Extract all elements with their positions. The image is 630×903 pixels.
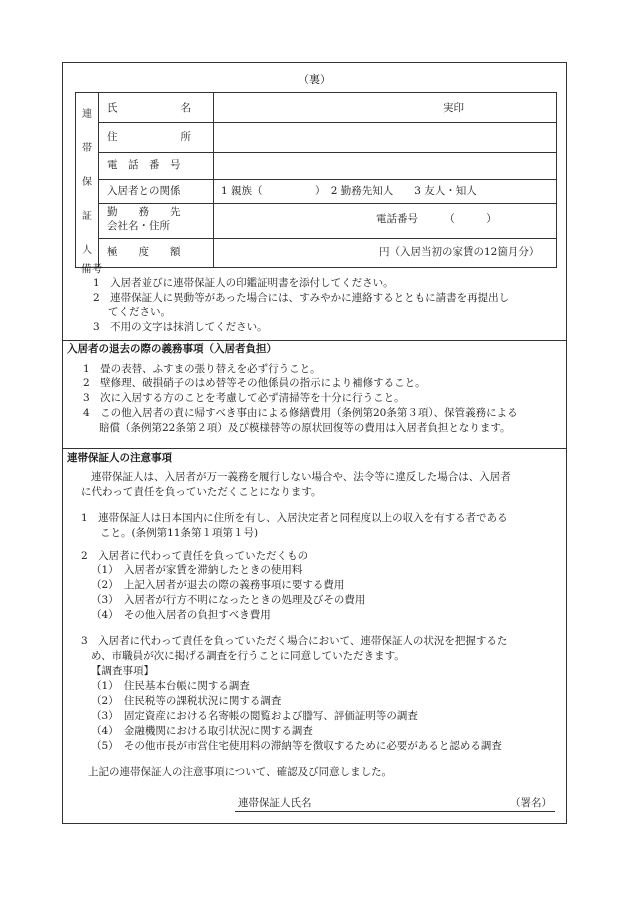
guarantor-notes-heading: 連帯保証人の注意事項 [67, 452, 172, 464]
guarantor-intro: 連帯保証人は、入居者が万一義務を履行しない場合や、法令等に違反した場合は、入居者 [91, 471, 511, 483]
signature-label: 連帯保証人氏名 [238, 797, 312, 809]
table-row-line [98, 179, 556, 180]
side-label-char: 人 [82, 245, 92, 256]
employer-label: 会社名・住所 [107, 220, 170, 232]
guarantor-item-2-entry: （4） その他入居者の負担すべき費用 [91, 609, 271, 621]
notes-heading: 備考 [81, 263, 102, 275]
table-divider [98, 93, 99, 267]
guarantor-intro: に代わって責任を負っていただくことになります。 [81, 486, 322, 498]
survey-entry: （2） 住民税等の課税状況に関する調査 [91, 695, 282, 707]
seal-label: 実印 [443, 102, 464, 114]
table-row-line [98, 122, 556, 123]
moveout-heading: 入居者の退去の際の義務事項（入居者負担） [67, 343, 277, 355]
side-label-char: 帯 [82, 143, 92, 154]
page-title: （裏） [298, 73, 331, 86]
moveout-item: 2 壁修理、破損硝子のはめ替等その他係員の指示により補修すること。 [83, 377, 426, 389]
side-label-char: 連 [82, 109, 92, 120]
survey-entry: （4） 金融機関における取引状況に関する調査 [91, 725, 313, 737]
side-label-char: 証 [82, 211, 92, 222]
guarantor-item-1: こと。(条例第11条第１項第１号) [100, 527, 259, 539]
survey-entry: （5） その他市長が市営住宅使用料の滞納等を徴収するために必要があると認める調査 [91, 740, 502, 752]
guarantor-item-3: め、市職員が次に掲げる調査を行うことに同意していただきます。 [91, 650, 405, 662]
address-label: 住 所 [107, 131, 191, 143]
notes-item: てください。 [108, 306, 171, 318]
signature-line [235, 811, 555, 812]
employer-label: 勤 務 先 [107, 206, 181, 218]
table-row-line [98, 238, 556, 239]
table-divider [213, 93, 214, 267]
notes-item: 1 入居者並びに連帯保証人の印鑑証明書を添付してください。 [93, 277, 394, 289]
side-label-char: 保 [82, 177, 92, 188]
survey-heading: 【調査事項】 [91, 665, 154, 677]
section-divider [63, 448, 566, 449]
relation-options: 1 親族（ ） 2 勤務先知人 3 友人・知人 [221, 185, 477, 197]
name-label: 氏 名 [107, 102, 191, 114]
moveout-item: 賠償（条例第22条第２項）及び模様替等の原状回復等の費用は入居者負担となります。 [99, 422, 511, 434]
guarantor-item-2-entry: （3） 入居者が行方不明になったときの処理及びその費用 [91, 594, 366, 606]
limit-amount-value: 円（入居当初の家賃の12箇月分） [379, 246, 540, 258]
guarantor-item-2-heading: 2 入居者に代わって責任を負っていただくもの [81, 550, 309, 562]
guarantor-table [75, 92, 557, 268]
phone-label: 電 話 番 号 [107, 159, 181, 171]
survey-entry: （1） 住民基本台帳に関する調査 [91, 680, 250, 692]
moveout-item: 4 この他入居者の責に帰すべき事由による修繕費用（条例第20条第３項）、保管義務による [83, 407, 518, 419]
section-divider [63, 340, 566, 341]
guarantor-item-2-entry: （2） 上記入居者が退去の際の義務事項に要する費用 [91, 579, 345, 591]
survey-entry: （3） 固定資産における名寄帳の閲覧および謄写、評価証明等の調査 [91, 710, 418, 722]
form-back-page [62, 62, 567, 824]
table-row-line [98, 152, 556, 153]
relation-label: 入居者との関係 [107, 185, 181, 197]
signature-note: （署名） [510, 797, 552, 809]
employer-phone-label: 電話番号 （ ） [376, 213, 497, 225]
moveout-item: 1 畳の表替、ふすまの張り替えを必ず行うこと。 [83, 363, 321, 375]
notes-item: 2 連帯保証人に異動等があった場合には、すみやかに連絡するとともに請書を再提出し [93, 292, 510, 304]
table-row-line [98, 203, 556, 204]
notes-item: 3 不用の文字は抹消してください。 [93, 321, 268, 333]
guarantor-item-2-entry: （1） 入居者が家賃を滞納したときの使用料 [91, 564, 303, 576]
moveout-item: 3 次に入居する方のことを考慮して必ず清掃等を十分に行うこと。 [83, 392, 405, 404]
limit-amount-label: 極 度 額 [107, 246, 181, 258]
guarantor-item-3: 3 入居者に代わって責任を負っていただく場合において、連帯保証人の状況を把握するた [81, 635, 508, 647]
confirmation-text: 上記の連帯保証人の注意事項について、確認及び同意しました。 [88, 766, 393, 778]
guarantor-item-1: 1 連帯保証人は日本国内に住所を有し、入居決定者と同程度以上の収入を有する者である [81, 512, 508, 524]
